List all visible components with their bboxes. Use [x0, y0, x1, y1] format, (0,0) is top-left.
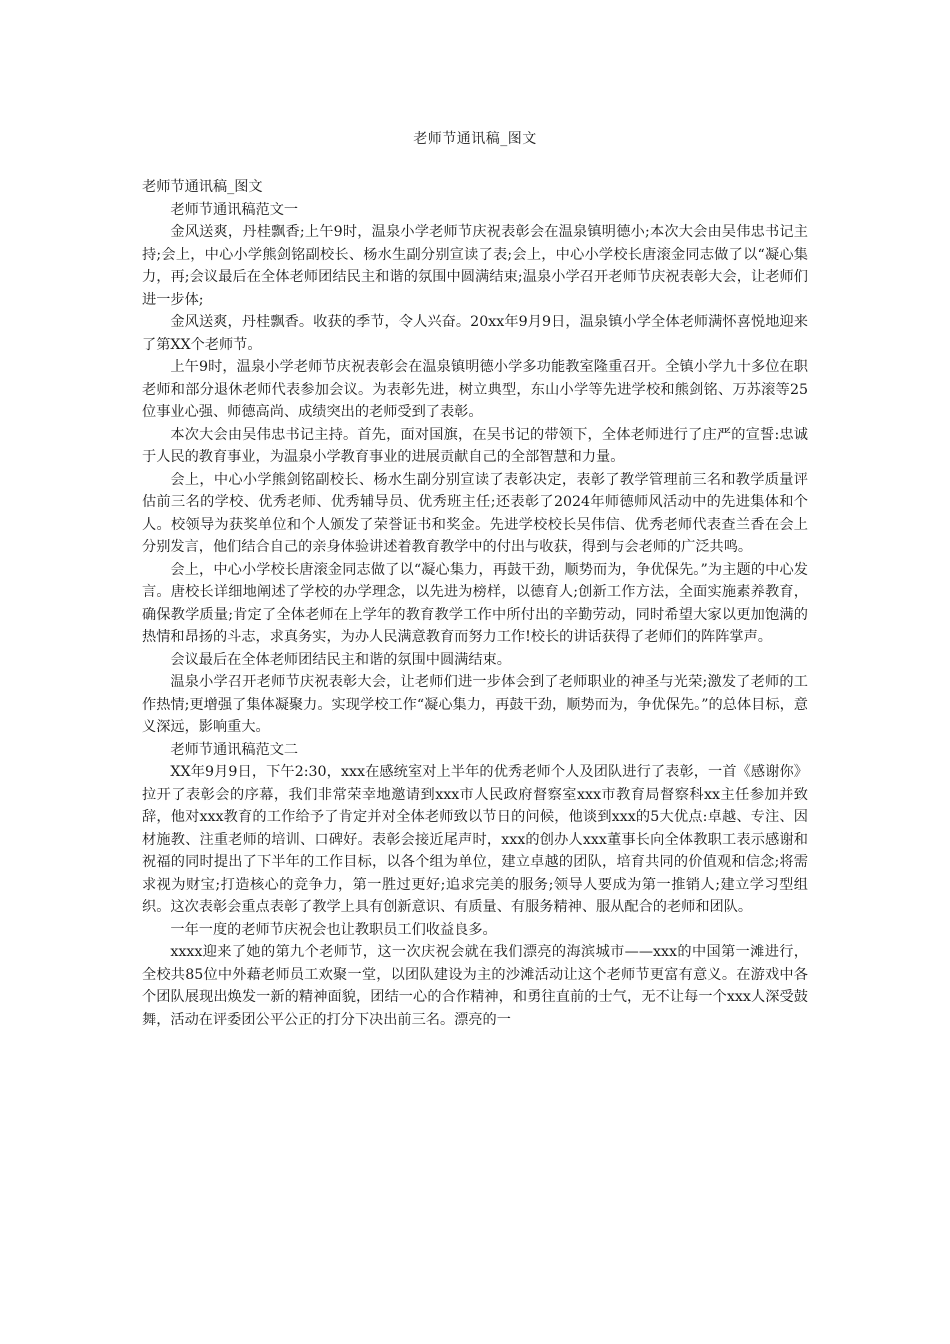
document-title: 老师节通讯稿_图文: [413, 131, 537, 147]
paragraph: 本次大会由吴伟忠书记主持。首先，面对国旗，在吴书记的带领下，全体老师进行了庄严的宣誓:忠诚于人民的教育事业，为温泉小学教育事业的进展贡献自己的全部智慧和力量。: [142, 426, 808, 465]
document-heading: 老师节通讯稿_图文: [142, 179, 263, 195]
paragraph: 金风送爽，丹桂飘香;上午9时，温泉小学老师节庆祝表彰会在温泉镇明德小;本次大会由吴伟忠书记主持;会上，中心小学熊剑铭副校长、杨水生副分别宣读了表;会上，中心小学校长唐滚金同志做了以“凝心集力，再;会议最后在全体老师团结民主和谐的氛围中圆满结束;温泉小学召开老师节庆祝表彰大会，让老师们进一步体;: [142, 224, 808, 308]
paragraph: 温泉小学召开老师节庆祝表彰大会，让老师们进一步体会到了老师职业的神圣与光荣;激发了老师的工作热情;更增强了集体凝聚力。实现学校工作“凝心集力，再鼓干劲，顺势而为，争优保先。”的总体目标，意义深远，影响重大。: [142, 674, 808, 735]
paragraph: 会上，中心小学校长唐滚金同志做了以“凝心集力，再鼓干劲，顺势而为，争优保先。”为主题的中心发言。唐校长详细地阐述了学校的办学理念，以先进为榜样，以德育人;创新工作方法，全面实施素养教育，确保教学质量;肯定了全体老师在上学年的教育教学工作中所付出的辛勤劳动，同时希望大家以更加饱满的热情和昂扬的斗志，求真务实，为办人民满意教育而努力工作!校长的讲话获得了老师们的阵阵掌声。: [142, 561, 808, 645]
paragraph: 会议最后在全体老师团结民主和谐的氛围中圆满结束。: [170, 651, 511, 668]
paragraph: XX年9月9日，下午2:30，xxx在感统室对上半年的优秀老师个人及团队进行了表彰，一首《感谢你》拉开了表彰会的序幕，我们非常荣幸地邀请到xxx市人民政府督察室xxx市教育局督察科xx主任参加并致辞，他对xxx教育的工作给予了肯定并对全体老师致以节日的问候，他谈到xxx的5大优点:卓越、专注、因材施教、注重老师的培训、口碑好。表彰会接近尾声时，xxx的创办人xxx董事长向全体教职工表示感谢和祝福的同时提出了下半年的工作目标，以各个组为单位，建立卓越的团队，培育共同的价值观和信念;将需求视为财宝;打造核心的竞争力，第一胜过更好;追求完美的服务;领导人要成为第一推销人;建立学习型组织。这次表彰会重点表彰了教学上具有创新意识、有质量、有服务精神、服从配合的老师和团队。: [142, 764, 808, 915]
paragraph: xxxx迎来了她的第九个老师节，这一次庆祝会就在我们漂亮的海滨城市——xxx的中国第一滩进行，全校共85位中外藉老师员工欢聚一堂，以团队建设为主的沙滩活动让这个老师节更富有意义。在游戏中各个团队展现出焕发一新的精神面貌，团结一心的合作精神，和勇往直前的士气，无不让每一个xxx人深受鼓舞，活动在评委团公平公正的打分下决出前三名。漂亮的一: [142, 944, 808, 1028]
document-body: [142, 176, 808, 1031]
section-heading-2: 老师节通讯稿范文二: [170, 741, 299, 758]
paragraph: 上午9时，温泉小学老师节庆祝表彰会在温泉镇明德小学多功能教室隆重召开。全镇小学九十多位在职老师和部分退休老师代表参加会议。为表彰先进，树立典型，东山小学等先进学校和熊剑铭、万苏滚等25位事业心强、师德高尚、成绩突出的老师受到了表彰。: [142, 359, 808, 420]
paragraph: 会上，中心小学熊剑铭副校长、杨水生副分别宣读了表彰决定，表彰了教学管理前三名和教学质量评估前三名的学校、优秀老师、优秀辅导员、优秀班主任;还表彰了2024年师德师风活动中的先进集体和个人。校领导为获奖单位和个人颁发了荣誉证书和奖金。先进学校校长吴伟信、优秀老师代表查兰香在会上分别发言，他们结合自己的亲身体验讲述着教育教学中的付出与收获，得到与会老师的广泛共鸣。: [142, 471, 808, 555]
paragraph: 一年一度的老师节庆祝会也让教职员工们收益良多。: [170, 921, 497, 938]
paragraph: 金风送爽，丹桂飘香。收获的季节，令人兴奋。20xx年9月9日，温泉镇小学全体老师满怀喜悦地迎来了第XX个老师节。: [142, 314, 808, 353]
section-heading-1: 老师节通讯稿范文一: [170, 201, 299, 218]
